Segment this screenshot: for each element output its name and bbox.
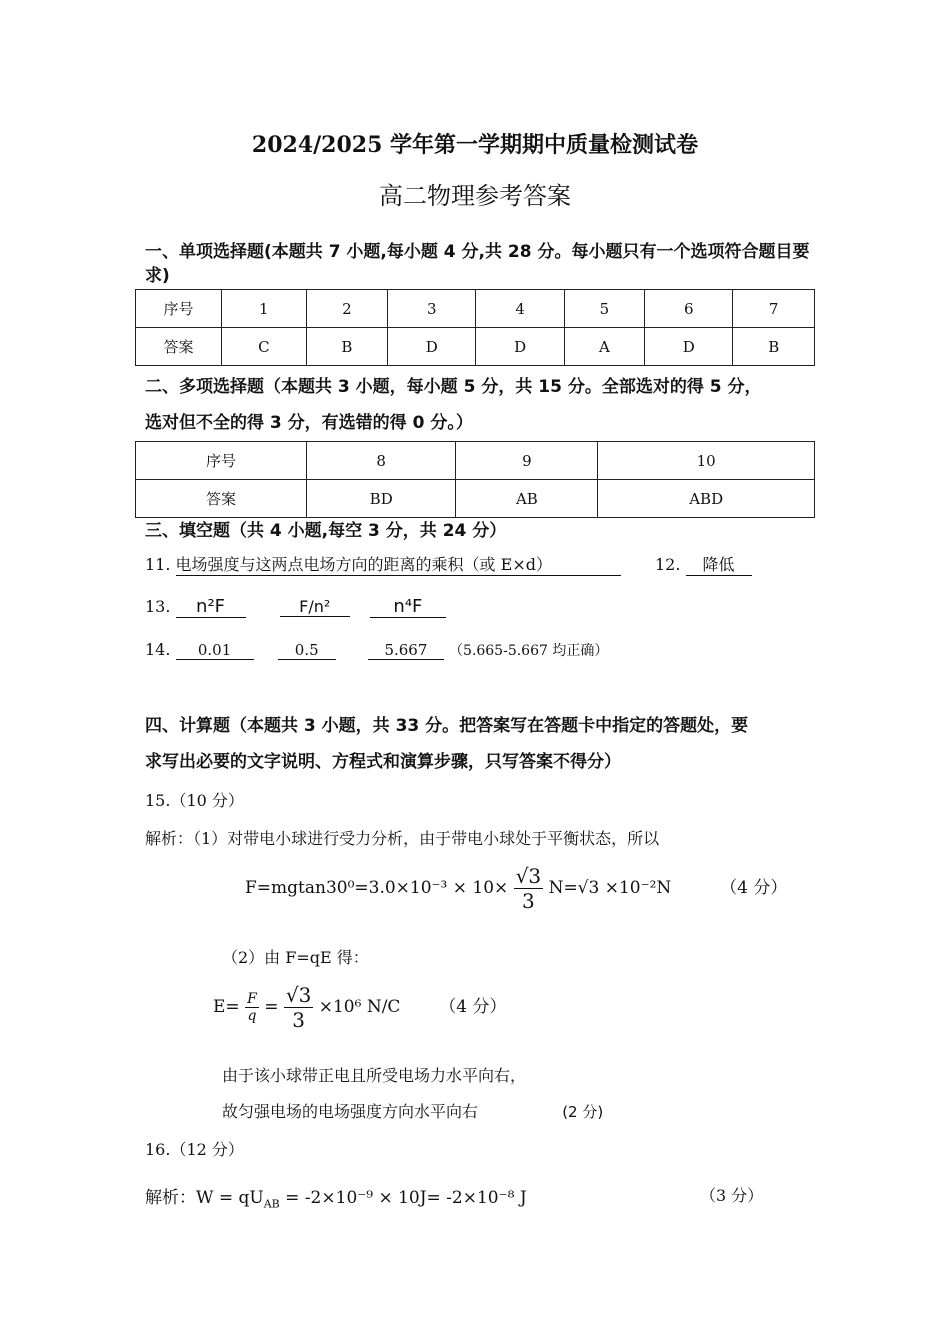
q16-line1-text: 解析：W = qU [145,1188,264,1208]
q12-answer: 降低 [686,552,752,576]
q15-line3: 由于该小球带正电且所受电场力水平向右， [222,1066,527,1085]
q11-line [145,552,621,576]
table-row [136,328,815,366]
fraction-numerator: √3 [285,983,312,1007]
table-cell: BD [307,480,456,518]
row-label: 序号 [136,442,307,480]
table-cell: 9 [456,442,598,480]
table-cell: D [476,328,564,366]
q13-answer-1: n²F [176,596,246,618]
multi-choice-table [135,441,815,518]
table-cell: B [733,328,815,366]
q16-label: 16.（12 分） [145,1140,244,1159]
q11-answer: 电场强度与这两点电场方向的距离的乘积（或 E×d） [176,552,621,576]
table-cell: ABD [598,480,815,518]
row-label: 序号 [136,290,222,328]
q14-answer-3: 5.667 [368,641,444,660]
page-title: 2024/2025 学年第一学期期中质量检测试卷 [251,132,699,158]
fraction-denominator: 3 [522,889,535,913]
q14-number: 14. [145,640,171,659]
table-cell: 3 [388,290,476,328]
table-cell: A [564,328,644,366]
q16-line1-rest: = -2×10⁻⁹ × 10J= -2×10⁻⁸ J [279,1188,527,1208]
section3-heading: 三、填空题（共 4 小题,每空 3 分，共 24 分） [145,521,507,541]
fraction-numerator: F [247,991,257,1007]
table-row [136,442,815,480]
sqrt3-over-3-fraction [284,983,313,1032]
sqrt3-over-3-fraction [514,864,543,913]
q15-eq2-equals: = [264,997,279,1017]
q13-answer-3: n⁴F [370,596,446,618]
table-cell: 2 [306,290,388,328]
section4-heading-line2: 求写出必要的文字说明、方程式和演算步骤，只写答案不得分） [145,752,621,772]
row-label: 答案 [136,480,307,518]
section2-heading-line1: 二、多项选择题（本题共 3 小题，每小题 5 分，共 15 分。全部选对的得 5 分， [145,377,762,397]
table-row [136,480,815,518]
f-over-q-fraction [245,991,259,1024]
page-subtitle: 高二物理参考答案 [379,182,571,210]
fraction-numerator: √3 [515,864,542,888]
q11-number: 11. [145,555,171,574]
section2-heading-line2: 选对但不全的得 3 分，有选错的得 0 分。） [145,413,473,433]
q14-answer-2: 0.5 [278,641,336,660]
table-cell: D [388,328,476,366]
q15-label: 15.（10 分） [145,791,244,810]
table-cell: C [222,328,307,366]
q15-eq1-left: F=mgtan30⁰=3.0×10⁻³ × 10× [245,878,509,898]
q15-equation-1 [245,864,787,913]
q12-line [655,552,752,576]
table-cell: 6 [645,290,733,328]
fraction-denominator: 3 [292,1008,305,1032]
table-cell: AB [456,480,598,518]
q15-equation-2 [213,983,506,1032]
q15-eq2-left: E= [213,997,240,1017]
q13-number: 13. [145,597,171,616]
q14-note: （5.665-5.667 均正确） [449,643,609,659]
q15-eq1-right: N=√3 ×10⁻²N [548,878,672,898]
table-cell: 7 [733,290,815,328]
table-cell: 5 [564,290,644,328]
table-row [136,290,815,328]
q16-line1 [145,1183,527,1210]
q15-line1: 解析：（1）对带电小球进行受力分析，由于带电小球处于平衡状态，所以 [145,829,660,848]
table-cell: 4 [476,290,564,328]
table-cell: 10 [598,442,815,480]
q14-line [145,640,608,660]
table-cell: 1 [222,290,307,328]
section1-heading: 一、单项选择题(本题共 7 小题,每小题 4 分,共 28 分。每小题只有一个选项符合题目要求) [145,242,810,286]
q15-eq2-score: （4 分） [439,997,507,1017]
q15-line4-text: 故匀强电场的电场强度方向水平向右 [222,1102,479,1121]
table-cell: 8 [307,442,456,480]
q16-score: （3 分） [700,1186,764,1205]
row-label: 答案 [136,328,222,366]
single-choice-table [135,289,815,366]
q12-number: 12. [655,555,681,574]
q15-line4-score: (2 分) [562,1103,604,1121]
section4-heading-line1: 四、计算题（本题共 3 小题，共 33 分。把答案写在答题卡中指定的答题处，要 [145,716,749,736]
q13-line [145,596,446,618]
q15-eq1-score: （4 分） [720,878,788,898]
q16-subscript: AB [263,1197,280,1211]
fraction-denominator: q [247,1008,257,1024]
q15-line4 [222,1099,603,1122]
q14-answer-1: 0.01 [176,641,254,660]
q13-answer-2: F/n² [280,597,350,617]
q15-eq2-right: ×10⁶ N/C [318,997,401,1017]
q15-part2: （2）由 F=qE 得： [222,948,369,967]
table-cell: B [306,328,388,366]
table-cell: D [645,328,733,366]
